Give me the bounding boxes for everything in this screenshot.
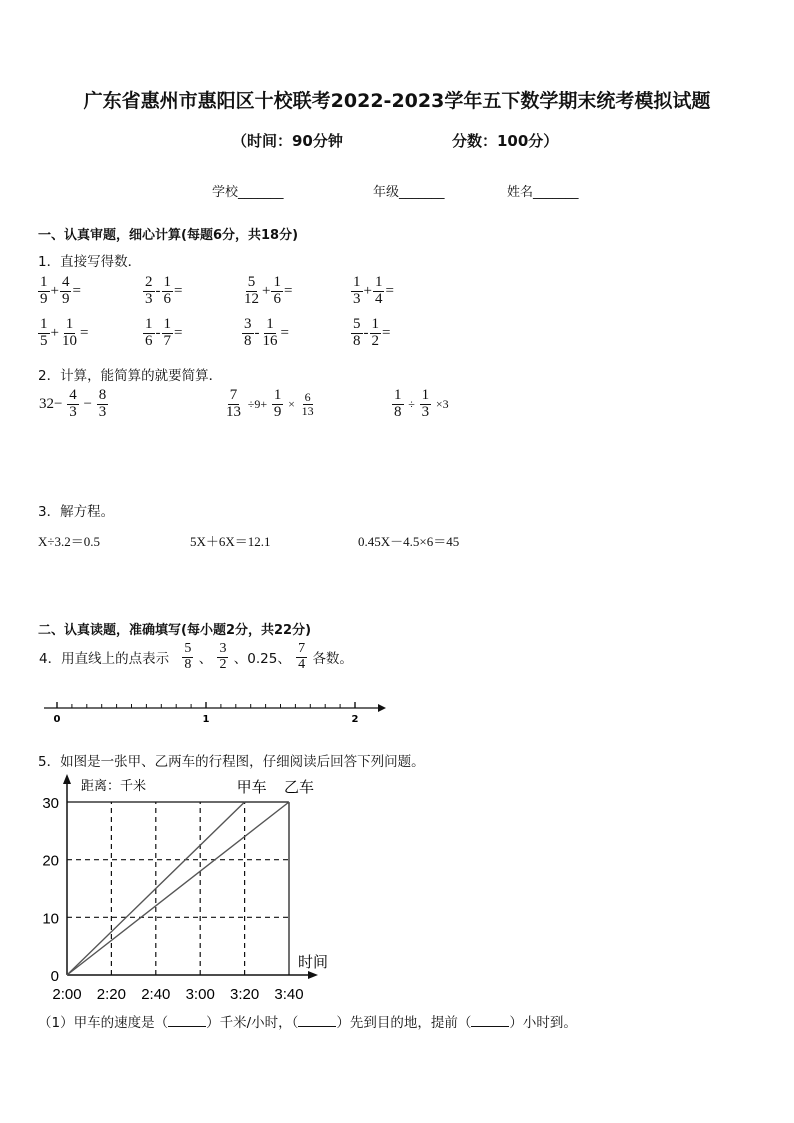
x-tick-label: 3:40 xyxy=(274,986,304,1003)
y-axis-title: 距离：千米 xyxy=(81,779,147,794)
fraction: $\frac{1}{6}$ xyxy=(273,274,281,307)
equation-3: 0.45X－4.5×6＝45 xyxy=(358,534,460,549)
q2-prompt: 2．计算，能简算的就要简算． xyxy=(38,368,223,384)
number-line-label: 1 xyxy=(202,714,210,725)
fraction: $\frac{1}{10}$ xyxy=(61,316,77,349)
exam-title: 广东省惠州市惠阳区十校联考2022-2023学年五下数学期末统考模拟试题 xyxy=(83,90,711,112)
number-line-label: 2 xyxy=(351,714,359,725)
x-tick-label: 3:00 xyxy=(185,986,215,1003)
x-axis-title: 时间 xyxy=(298,953,329,971)
answer-blank-vehicle[interactable] xyxy=(298,1014,336,1027)
q1-item: $\frac{5}{8}$ - $\frac{1}{2}$ = xyxy=(353,316,391,349)
series-label: 甲车 xyxy=(236,778,267,796)
travel-chart xyxy=(0,770,400,1010)
q1-item: $\frac{1}{5}$ + $\frac{1}{10}$ = xyxy=(40,316,89,349)
fraction: $\frac{5}{8}$ xyxy=(353,316,361,349)
equation-2: 5X＋6X＝12.1 xyxy=(190,534,271,549)
fraction: $\frac{1}{4}$ xyxy=(374,274,383,307)
answer-blank-speed[interactable] xyxy=(168,1014,206,1027)
fraction: $\frac{1}{5}$ xyxy=(40,316,48,349)
section1-heading: 一、认真审题，细心计算(每题6分，共18分) xyxy=(38,228,299,243)
y-axis-arrow xyxy=(63,774,71,784)
q2-expression-2: $\frac{7}{13}$ ÷9+ $\frac{1}{9}$ × $\frac{6}{13}$ xyxy=(226,387,314,420)
series-label: 乙车 xyxy=(284,778,315,796)
q5-sub1: （1）甲车的速度是（ ）千米/小时，（ ）先到目的地，提前（ ）小时到。 xyxy=(38,1015,577,1031)
y-tick-label: 10 xyxy=(42,910,59,928)
equation-1: X÷3.2＝0.5 xyxy=(38,534,101,549)
x-tick-label: 3:20 xyxy=(229,986,260,1003)
section2-heading: 二、认真读题，准确填写(每小题2分，共22分) xyxy=(38,623,312,638)
fraction: $\frac{1}{9}$ xyxy=(273,387,282,420)
series-line xyxy=(67,802,289,975)
grade-field: 年级_______ xyxy=(373,185,445,200)
x-axis-arrow xyxy=(308,971,318,979)
q4-prompt-line: 4．用直线上的点表示 $\frac{5}{8}$ 、 $\frac{3}{2}$ 、0.25、 $\frac{7}{4}$ 各数。 xyxy=(39,641,353,672)
fraction: $\frac{1}{3}$ xyxy=(353,274,361,307)
fraction: $\frac{6}{13}$ xyxy=(301,390,314,418)
fraction: $\frac{1}{16}$ xyxy=(262,316,278,349)
number-line-group xyxy=(44,702,386,725)
q2-expression-1: 32− $\frac{4}{3}$ − $\frac{8}{3}$ xyxy=(39,387,107,420)
y-tick-label: 20 xyxy=(42,852,59,870)
q2-expression-3: $\frac{1}{8}$ ÷ $\frac{1}{3}$ ×3 xyxy=(394,387,449,420)
number-line-label: 0 xyxy=(53,714,61,725)
q3-prompt: 3．解方程。 xyxy=(38,504,115,520)
fraction: $\frac{5}{12}$ xyxy=(244,274,259,307)
name-field: 姓名_______ xyxy=(507,185,579,200)
fraction: $\frac{4}{9}$ xyxy=(61,274,70,307)
answer-blank-hours[interactable] xyxy=(471,1014,509,1027)
q1-item: $\frac{1}{6}$ - $\frac{1}{7}$ = xyxy=(145,316,183,349)
y-tick-label: 30 xyxy=(42,795,59,812)
fraction: $\frac{1}{6}$ xyxy=(145,316,153,349)
number-line xyxy=(0,690,794,730)
fraction: $\frac{1}{9}$ xyxy=(40,274,48,307)
fraction: $\frac{1}{2}$ xyxy=(371,316,379,349)
fraction: $\frac{3}{8}$ xyxy=(244,316,252,349)
number-line-arrow xyxy=(378,704,386,712)
q5-prompt: 5．如图是一张甲、乙两车的行程图，仔细阅读后回答下列问题。 xyxy=(38,754,425,770)
exam-time: （时间：90分钟 xyxy=(232,132,343,150)
fraction: $\frac{1}{7}$ xyxy=(163,316,171,349)
q1-prompt: 1．直接写得数． xyxy=(38,254,142,270)
q1-item: $\frac{5}{12}$ + $\frac{1}{6}$ = xyxy=(244,274,293,307)
q1-item: $\frac{2}{3}$ - $\frac{1}{6}$ = xyxy=(145,274,183,307)
fraction: $\frac{7}{13}$ xyxy=(226,387,241,420)
x-tick-label: 2:00 xyxy=(52,986,82,1003)
x-tick-label: 2:20 xyxy=(96,986,127,1003)
fraction: $\frac{8}{3}$ xyxy=(98,387,107,420)
chart-group xyxy=(42,774,328,1003)
fraction: $\frac{1}{6}$ xyxy=(163,274,171,307)
exam-score: 分数：100分） xyxy=(452,132,559,150)
fraction: $\frac{3}{2}$ xyxy=(219,641,227,672)
fraction: $\frac{1}{8}$ xyxy=(394,387,402,420)
fraction: $\frac{2}{3}$ xyxy=(145,274,153,307)
q1-item: $\frac{3}{8}$ - $\frac{1}{16}$ = xyxy=(244,316,289,349)
q1-item: $\frac{1}{3}$ + $\frac{1}{4}$ = xyxy=(353,274,394,307)
fraction: $\frac{1}{3}$ xyxy=(421,387,430,420)
q1-item: $\frac{1}{9}$ + $\frac{4}{9}$ = xyxy=(40,274,81,307)
school-field: 学校_______ xyxy=(212,185,284,200)
fraction: $\frac{7}{4}$ xyxy=(298,641,306,672)
x-tick-label: 2:40 xyxy=(141,986,171,1003)
fraction: $\frac{5}{8}$ xyxy=(184,641,192,672)
fraction: $\frac{4}{3}$ xyxy=(69,387,77,420)
y-tick-label: 0 xyxy=(50,968,59,985)
